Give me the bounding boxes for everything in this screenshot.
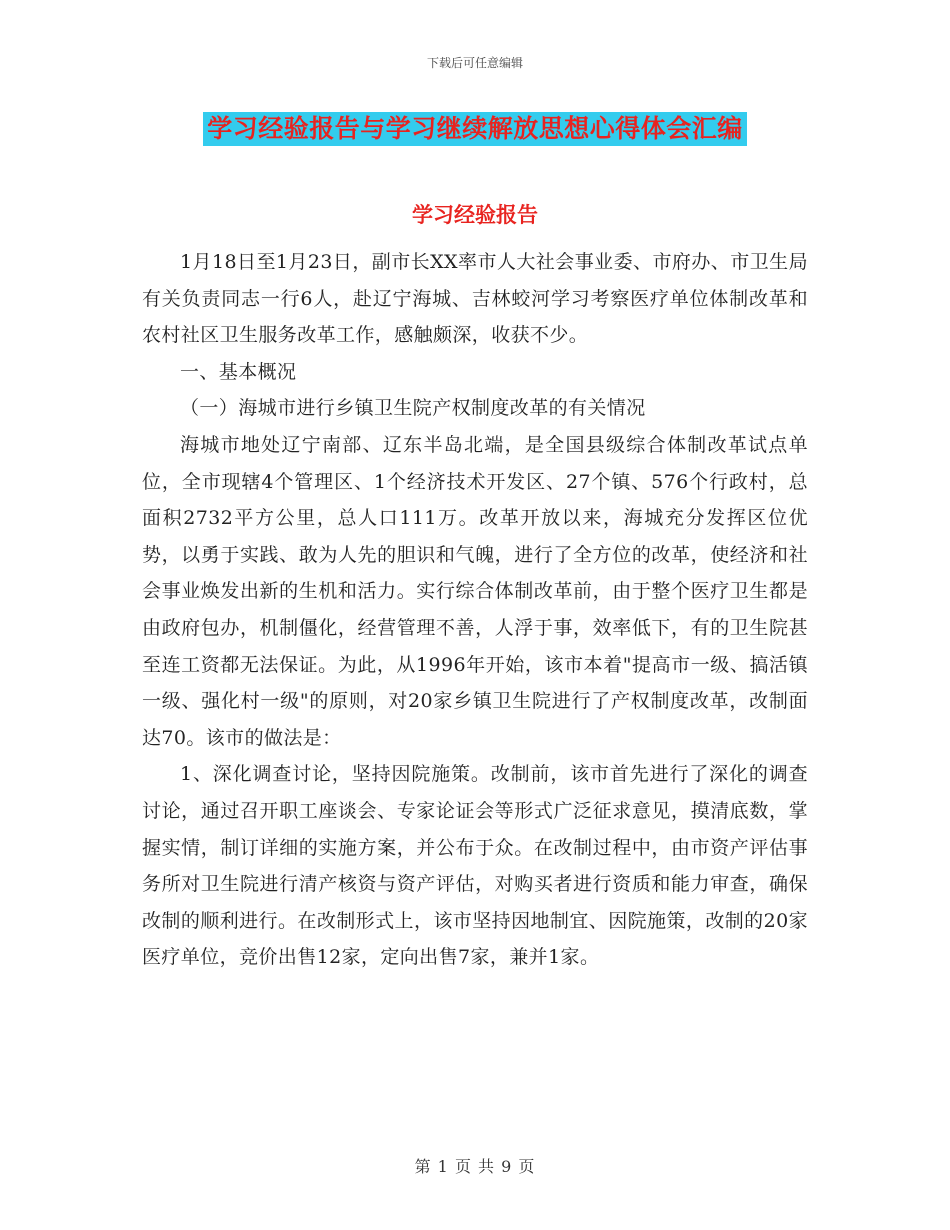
paragraph-point-1: 1、深化调查讨论，坚持因院施策。改制前，该市首先进行了深化的调查讨论，通过召开职工座谈会、专家论证会等形式广泛征求意见，摸清底数，掌握实情，制订详细的实施方案，并公布于众。在改制过程中，由市资产评估事务所对卫生院进行清产核资与资产评估，对购买者进行资质和能力审查，确保改制的顺利进行。在改制形式上，该市坚持因地制宜、因院施策，改制的20家医疗单位，竞价出售12家，定向出售7家，兼并1家。 <box>142 763 808 969</box>
page-header: 下载后可任意编辑 <box>426 56 523 70</box>
section-title: 学习经验报告 <box>412 203 538 227</box>
document-body <box>142 220 808 976</box>
document-title: 学习经验报告与学习继续解放思想心得体会汇编 <box>203 112 747 146</box>
paragraph-haicheng-overview: 海城市地处辽宁南部、辽东半岛北端，是全国县级综合体制改革试点单位，全市现辖4个管理区、1个经济技术开发区、27个镇、576个行政村，总面积2732平方公里，总人口111万。改革开放以来，海城充分发挥区位优势，以勇于实践、敢为人先的胆识和气魄，进行了全方位的改革，使经济和社会事业焕发出新的生机和活力。实行综合体制改革前，由于整个医疗卫生都是由政府包办，机制僵化，经营管理不善，人浮于事，效率低下，有的卫生院甚至连工资都无法保证。为此，从1996年开始，该市本着"提高市一级、搞活镇一级、强化村一级"的原则，对20家乡镇卫生院进行了产权制度改革，改制面达70。该市的做法是： <box>142 433 808 749</box>
page-footer: 第 1 页 共 9 页 <box>414 1157 536 1176</box>
heading-basic-overview: 一、基本概况 <box>180 360 297 383</box>
subheading-haicheng: （一）海城市进行乡镇卫生院产权制度改革的有关情况 <box>180 397 646 420</box>
paragraph-intro: 1月18日至1月23日，副市长XX率市人大社会事业委、市府办、市卫生局有关负责同志一行6人，赴辽宁海城、吉林蛟河学习考察医疗单位体制改革和农村社区卫生服务改革工作，感触颇深，收获不少。 <box>142 251 808 347</box>
document-title-container <box>0 112 950 146</box>
